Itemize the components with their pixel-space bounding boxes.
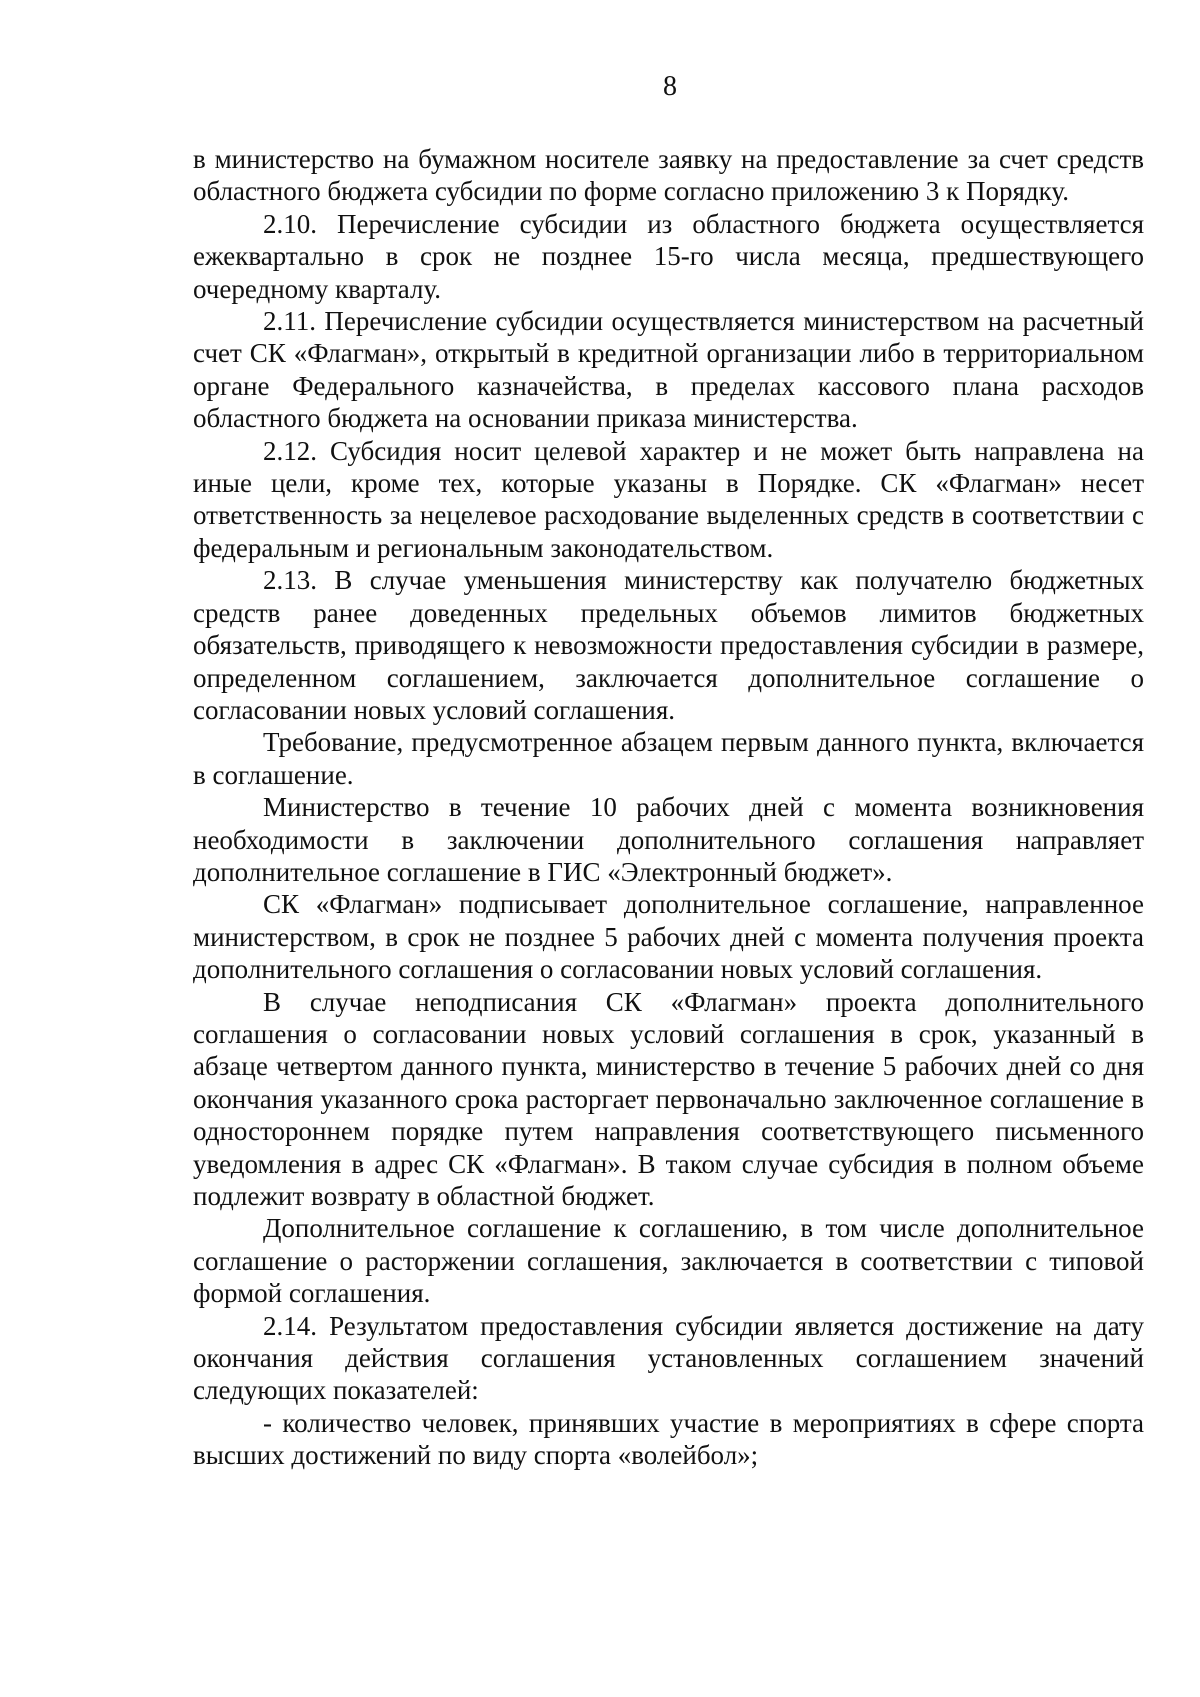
paragraph-requirement: Требование, предусмотренное абзацем первым данного пункта, включается в соглашение. — [193, 727, 1144, 790]
paragraph-non-signing: В случае неподписания СК «Флагман» проекта дополнительного соглашения о согласовании новых условий соглашения в срок, указанный в абзаце четвертом данного пункта, министерство в течение 5 рабочих дней со дня окончания указанного срока расторгает первоначально заключенное соглашение в одностороннем порядке путем направления соответствующего письменного уведомления в адрес СК «Флагман». В таком случае субсидия в полном объеме подлежит возврату в областной бюджет. — [193, 986, 1144, 1211]
paragraph-2-12: 2.12. Субсидия носит целевой характер и не может быть направлена на иные цели, кроме тех, которые указаны в Порядке. СК «Флагман» несет ответственность за нецелевое расходование выделенных средств в соответствии с федеральным и региональным законодательством. — [193, 435, 1144, 563]
paragraph-additional-agreement: Дополнительное соглашение к соглашению, в том числе дополнительное соглашение о расторжении соглашения, заключается в соответствии с типовой формой соглашения. — [193, 1213, 1144, 1309]
list-item-indicator: - количество человек, принявших участие в мероприятиях в сфере спорта высших достижений по виду спорта «волейбол»; — [193, 1407, 1144, 1471]
paragraph-2-11: 2.11. Перечисление субсидии осуществляется министерством на расчетный счет СК «Флагман», открытый в кредитной организации либо в территориальном органе Федерального казначейства, в пределах кассового плана расходов областного бюджета на основании приказа министерства. — [193, 306, 1144, 434]
paragraph-2-13: 2.13. В случае уменьшения министерству как получателю бюджетных средств ранее доведенных предельных объемов лимитов бюджетных обязательств, приводящего к невозможности предоставления субсидии в размере, определенном соглашением, заключается дополнительное соглашение о согласовании новых условий соглашения. — [193, 565, 1144, 725]
paragraph-continuation: в министерство на бумажном носителе заявку на предоставление за счет средств областного бюджета субсидии по форме согласно приложению 3 к Порядку. — [193, 144, 1144, 207]
paragraph-2-14: 2.14. Результатом предоставления субсидии является достижение на дату окончания действия соглашения установленных соглашением значений следующих показателей: — [193, 1310, 1144, 1406]
paragraph-2-10: 2.10. Перечисление субсидии из областного бюджета осуществляется ежеквартально в срок не позднее 15-го числа месяца, предшествующего очередному кварталу. — [193, 208, 1144, 304]
paragraph-ministry-deadline: Министерство в течение 10 рабочих дней с момента возникновения необходимости в заключении дополнительного соглашения направляет дополнительное соглашение в ГИС «Электронный бюджет». — [193, 792, 1144, 887]
page-number: 8 — [663, 71, 677, 102]
paragraph-signing: СК «Флагман» подписывает дополнительное соглашение, направленное министерством, в срок не позднее 5 рабочих дней с момента получения проекта дополнительного соглашения о согласовании новых условий соглашения. — [193, 889, 1144, 985]
document-body — [193, 143, 1144, 1472]
